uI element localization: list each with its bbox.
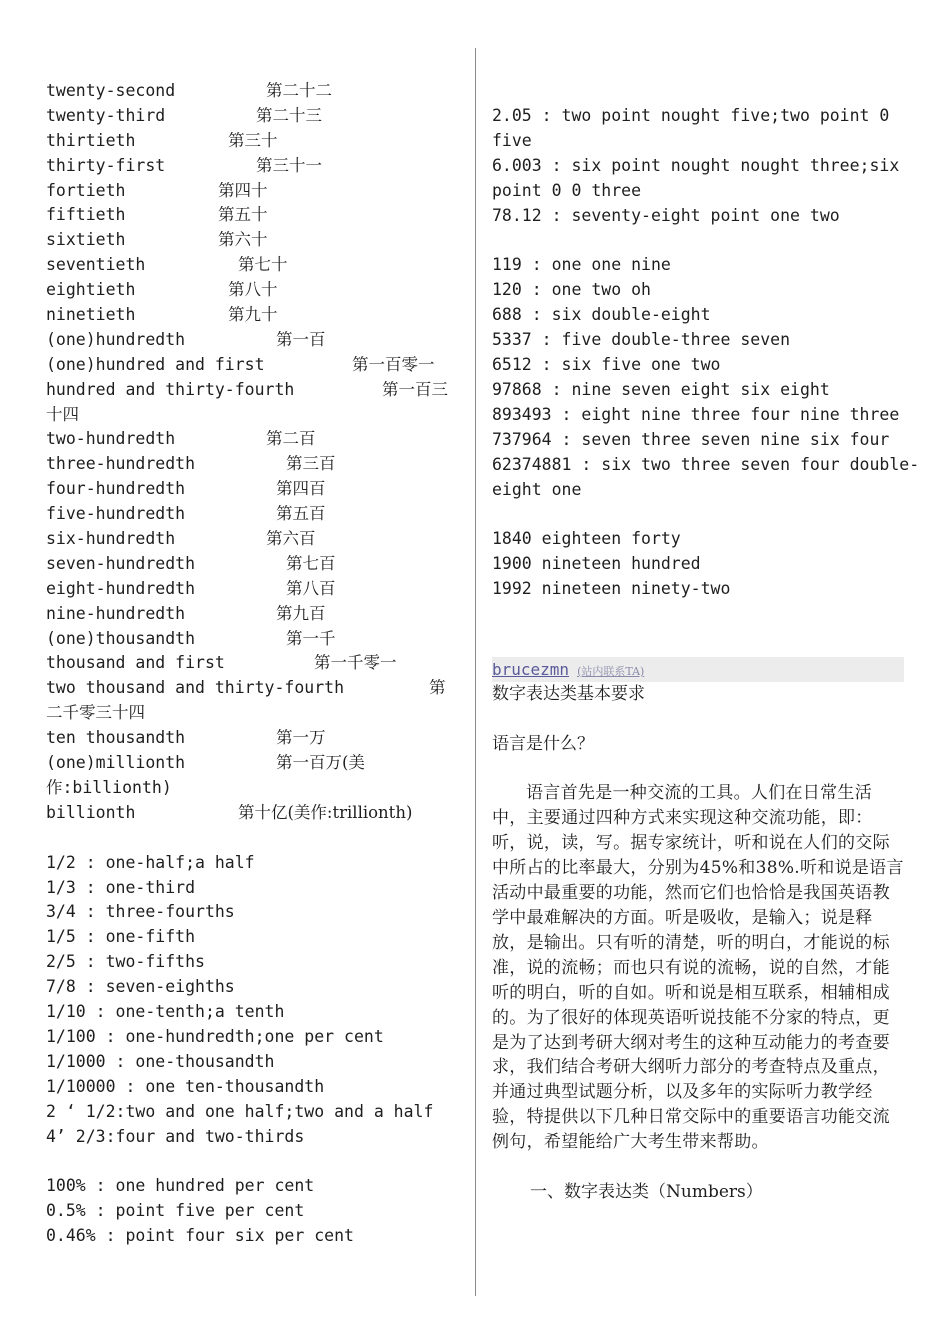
- ordinal-english: two thousand and thirty-fourth: [46, 678, 345, 698]
- ordinal-chinese: 第四百: [276, 479, 326, 499]
- contact-author-link[interactable]: (站内联系TA): [577, 664, 645, 678]
- ordinal-english: hundred and thirty-fourth: [46, 379, 295, 399]
- ordinal-chinese: 第一百三: [382, 379, 448, 399]
- fraction-line: 7/8 : seven-eighths: [46, 977, 235, 997]
- ordinal-chinese: 第七十: [238, 255, 288, 275]
- ordinal-english: 二千零三十四: [46, 703, 145, 723]
- ordinal-english: nine-hundredth: [46, 603, 186, 623]
- ordinal-english: billionth: [46, 802, 136, 822]
- number-line: 5337 : five double-three seven: [492, 330, 791, 350]
- number-line: 119 : one one nine: [492, 255, 671, 275]
- ordinal-row: [46, 79, 461, 104]
- ordinal-chinese: 第二百: [266, 429, 316, 449]
- ordinal-chinese: 第九百: [276, 603, 326, 623]
- ordinal-english: seventieth: [46, 255, 146, 275]
- ordinal-chinese: 第九十: [228, 305, 278, 325]
- ordinal-chinese: 第七百: [286, 553, 336, 573]
- article-body: 语言首先是一种交流的工具。人们在日常生活中，主要通过四种方式来实现这种交流功能，即：听，说，读，写。据专家统计，听和说在人们的交际中所占的比率最大，分别为45%和38%.听和说是语言活动中最重要的功能，然而它们也恰恰是我国英语教学中最难解决的方面。听是吸收，是输入；说是释放，是输出。只有听的清楚，听的明白，才能说的标准，说的流畅；而也只有说的流畅，说的自然，才能听的明白，听的自如。听和说是相互联系，相辅相成的。为了很好的体现英语听说技能不分家的特点，更是为了达到考研大纲对考生的这种互动能力的考查要求，我们结合考研大纲听力部分的考查特点及重点，并通过典型试题分析，以及多年的实际听力教学经验，特提供以下几种日常交际中的重要语言功能交流例句，希望能给广大考生带来帮助。: [492, 783, 904, 1153]
- ordinal-row: [46, 577, 461, 602]
- years-list: [492, 527, 904, 602]
- ordinal-row: [46, 303, 461, 328]
- number-line: eight one: [492, 479, 582, 499]
- percent-line: 100% : one hundred per cent: [46, 1176, 315, 1196]
- ordinal-row: [46, 203, 461, 228]
- ordinal-row: [46, 676, 461, 701]
- ordinal-chinese: 第三百: [286, 454, 336, 474]
- ordinal-row: [46, 328, 461, 353]
- fractions-list: [46, 851, 461, 1150]
- ordinal-chinese: 第一百零一: [352, 354, 435, 374]
- ordinal-row: [46, 552, 461, 577]
- ordinal-row: [46, 726, 461, 751]
- decimal-line: 78.12 : seventy-eight point one two: [492, 205, 840, 225]
- number-line: 120 : one two oh: [492, 280, 651, 300]
- fraction-line: 3/4 : three-fourths: [46, 902, 235, 922]
- ordinal-english: eightieth: [46, 280, 136, 300]
- ordinal-row: [46, 353, 461, 378]
- numbers-list: [492, 253, 920, 502]
- ordinal-english: ninetieth: [46, 305, 136, 325]
- percent-line: 0.5% : point five per cent: [46, 1201, 305, 1221]
- year-line: 1992 nineteen ninety-two: [492, 579, 731, 599]
- percent-line: 0.46% : point four six per cent: [46, 1226, 354, 1246]
- ordinal-english: twenty-third: [46, 105, 166, 125]
- ordinal-english: (one)millionth: [46, 753, 186, 773]
- ordinal-chinese: 第一万: [276, 728, 326, 748]
- ordinal-english: fiftieth: [46, 205, 126, 225]
- ordinals-list: [46, 79, 461, 826]
- ordinal-chinese: 第八百: [286, 578, 336, 598]
- ordinal-english: seven-hundredth: [46, 553, 196, 573]
- author-bar: [492, 657, 904, 682]
- fraction-line: 2 ‘ 1/2:two and one half;two and a half: [46, 1101, 434, 1121]
- ordinal-chinese: 第十亿(美作:trillionth): [238, 802, 413, 822]
- decimals-list: [492, 104, 904, 229]
- column-divider: [475, 48, 476, 1296]
- ordinal-english: six-hundredth: [46, 529, 176, 549]
- ordinal-row: [46, 129, 461, 154]
- ordinal-row: [46, 228, 461, 253]
- year-line: 1840 eighteen forty: [492, 529, 681, 549]
- ordinal-row: [46, 801, 461, 826]
- percents-list: [46, 1174, 461, 1249]
- ordinal-english: fortieth: [46, 180, 126, 200]
- ordinal-row: [46, 452, 461, 477]
- ordinal-row: [46, 776, 461, 801]
- decimal-line: 2.05 : two point nought five;two point 0: [492, 106, 890, 125]
- ordinal-english: 作:billionth): [46, 777, 172, 797]
- ordinal-chinese: 第五百: [276, 504, 326, 524]
- ordinal-chinese: 第三十: [228, 130, 278, 150]
- fraction-line: 2/5 : two-fifths: [46, 952, 205, 972]
- ordinal-english: three-hundredth: [46, 454, 196, 474]
- ordinal-row: [46, 427, 461, 452]
- ordinal-english: thirty-first: [46, 155, 166, 175]
- ordinal-row: [46, 651, 461, 676]
- left-column: [46, 79, 461, 1249]
- ordinal-row: [46, 104, 461, 129]
- ordinal-english: thousand and first: [46, 653, 225, 673]
- ordinal-english: thirtieth: [46, 130, 136, 150]
- ordinal-row: [46, 278, 461, 303]
- decimal-line: five: [492, 130, 532, 150]
- decimal-line: 6.003 : six point nought nought three;six: [492, 155, 900, 175]
- ordinal-row: [46, 602, 461, 627]
- ordinal-chinese: 第二十三: [256, 105, 322, 125]
- ordinal-english: 十四: [46, 404, 79, 424]
- year-line: 1900 nineteen hundred: [492, 554, 701, 574]
- section-heading: 一、数字表达类（Numbers）: [530, 1181, 763, 1202]
- ordinal-row: [46, 378, 461, 403]
- fraction-line: 1/2 : one-half;a half: [46, 852, 255, 872]
- decimal-line: point 0 0 three: [492, 180, 642, 200]
- ordinal-english: eight-hundredth: [46, 578, 196, 598]
- ordinal-row: [46, 403, 461, 428]
- ordinal-row: [46, 502, 461, 527]
- ordinal-english: sixtieth: [46, 230, 126, 250]
- ordinal-chinese: 第五十: [218, 205, 268, 225]
- ordinal-chinese: 第一百: [276, 329, 326, 349]
- ordinal-english: twenty-second: [46, 81, 176, 100]
- number-line: 97868 : nine seven eight six eight: [492, 379, 830, 399]
- ordinal-chinese: 第六十: [218, 230, 268, 250]
- ordinal-chinese: 第三十一: [256, 155, 322, 175]
- article-title: 数字表达类基本要求: [492, 683, 645, 704]
- ordinal-chinese: 第一千: [286, 628, 336, 648]
- ordinal-english: (one)hundredth: [46, 329, 186, 349]
- ordinal-row: [46, 701, 461, 726]
- ordinal-english: five-hundredth: [46, 504, 186, 524]
- fraction-line: 1/100 : one-hundredth;one per cent: [46, 1026, 384, 1046]
- fraction-line: 4’ 2/3:four and two-thirds: [46, 1126, 305, 1146]
- article-question: 语言是什么？: [492, 733, 594, 754]
- fraction-line: 1/3 : one-third: [46, 877, 196, 897]
- ordinal-chinese: 第六百: [266, 529, 316, 549]
- ordinal-chinese: 第一千零一: [314, 653, 397, 673]
- ordinal-chinese: 第一百万(美: [276, 753, 365, 773]
- ordinal-chinese: 第: [429, 678, 446, 698]
- ordinal-english: four-hundredth: [46, 479, 186, 499]
- ordinal-row: [46, 751, 461, 776]
- ordinal-row: [46, 253, 461, 278]
- ordinal-english: (one)hundred and first: [46, 354, 265, 374]
- fraction-line: 1/10000 : one ten-thousandth: [46, 1076, 325, 1096]
- ordinal-row: [46, 477, 461, 502]
- number-line: 62374881 : six two three seven four double-: [492, 454, 920, 474]
- ordinal-english: ten thousandth: [46, 728, 186, 748]
- ordinal-chinese: 第四十: [218, 180, 268, 200]
- fraction-line: 1/1000 : one-thousandth: [46, 1051, 275, 1071]
- number-line: 6512 : six five one two: [492, 355, 721, 375]
- number-line: 688 : six double-eight: [492, 305, 711, 325]
- number-line: 893493 : eight nine three four nine three: [492, 404, 900, 424]
- fraction-line: 1/10 : one-tenth;a tenth: [46, 1002, 285, 1022]
- ordinal-row: [46, 179, 461, 204]
- ordinal-row: [46, 627, 461, 652]
- ordinal-chinese: 第二十二: [266, 81, 332, 100]
- right-column: [492, 104, 920, 1205]
- fraction-line: 1/5 : one-fifth: [46, 927, 196, 947]
- author-name-link[interactable]: brucezmn: [492, 659, 570, 679]
- ordinal-row: [46, 527, 461, 552]
- ordinal-chinese: 第八十: [228, 280, 278, 300]
- ordinal-english: (one)thousandth: [46, 628, 196, 648]
- number-line: 737964 : seven three seven nine six four: [492, 429, 890, 449]
- ordinal-english: two-hundredth: [46, 429, 176, 449]
- ordinal-row: [46, 154, 461, 179]
